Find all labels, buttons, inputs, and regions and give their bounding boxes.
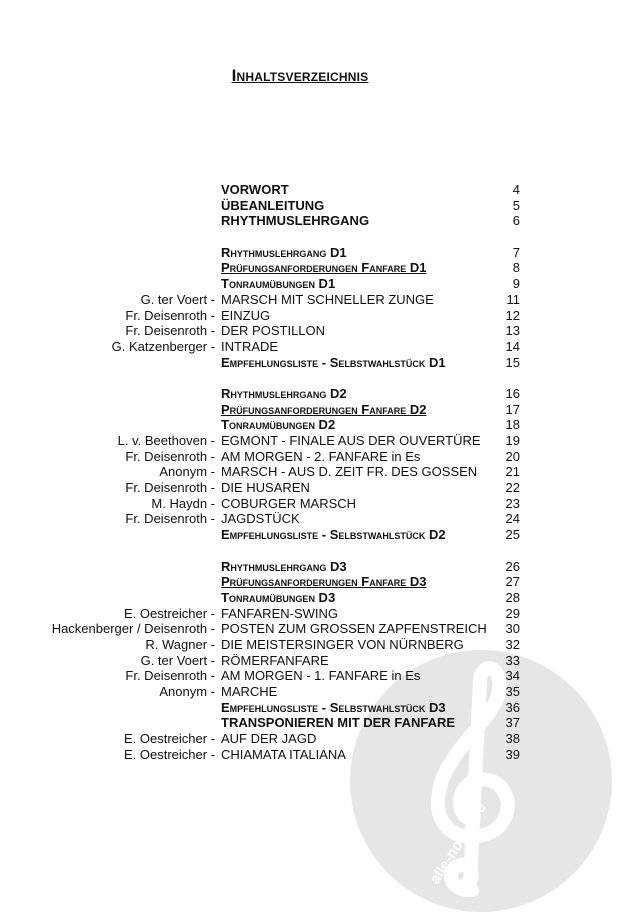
entry-page-number: 7 bbox=[512, 244, 520, 260]
entry-title: DER POSTILLON bbox=[221, 323, 326, 339]
toc-entry[interactable] bbox=[0, 559, 640, 575]
toc-entry[interactable] bbox=[0, 417, 640, 433]
toc-entry[interactable] bbox=[0, 606, 640, 622]
entry-author: Hackenberger / Deisenroth - bbox=[51, 621, 215, 637]
spacer bbox=[0, 370, 640, 386]
entry-author: G. ter Voert - bbox=[140, 652, 215, 668]
entry-title: MARCHE bbox=[221, 684, 278, 699]
entry-title: RHYTHMUSLEHRGANG bbox=[221, 213, 370, 229]
entry-page-number: 33 bbox=[505, 652, 520, 668]
entry-title: AUF DER JAGD bbox=[221, 731, 317, 747]
entry-title: Empfehlungsliste - Selbstwahlstück D1 bbox=[221, 354, 446, 370]
entry-page-number: 11 bbox=[506, 291, 520, 307]
entry-title: Rhythmuslehrgang D2 bbox=[221, 385, 347, 401]
watermark-text: alle-noten.de bbox=[426, 799, 490, 888]
entry-author: Anonym - bbox=[159, 464, 215, 480]
entry-page-number: 12 bbox=[505, 307, 520, 323]
entry-title: AM MORGEN - 1. FANFARE in Es bbox=[221, 668, 421, 684]
entry-page-number: 9 bbox=[512, 276, 520, 292]
entry-page-number: 4 bbox=[512, 182, 520, 197]
entry-page-number: 26 bbox=[505, 558, 520, 574]
entry-page-number: 16 bbox=[505, 385, 520, 401]
toc-entry[interactable] bbox=[0, 276, 640, 292]
entry-title: Tonraumübungen D1 bbox=[221, 276, 336, 292]
entry-page-number: 30 bbox=[505, 621, 520, 637]
entry-page-number: 19 bbox=[505, 433, 520, 448]
entry-page-number: 36 bbox=[505, 699, 520, 715]
spacer bbox=[0, 229, 640, 245]
toc-entry[interactable] bbox=[0, 637, 640, 653]
entry-page-number: 25 bbox=[505, 527, 520, 543]
entry-title: ÜBEANLEITUNG bbox=[221, 197, 325, 213]
toc-entry[interactable] bbox=[0, 355, 640, 371]
entry-author: G. ter Voert - bbox=[140, 291, 215, 307]
entry-page-number: 23 bbox=[505, 495, 520, 511]
entry-title: DIE HUSAREN bbox=[221, 480, 310, 496]
entry-page-number: 13 bbox=[505, 323, 520, 339]
entry-page-number: 5 bbox=[512, 197, 520, 213]
entry-author: Fr. Deisenroth - bbox=[125, 307, 215, 323]
entry-title: DIE MEISTERSINGER VON NÜRNBERG bbox=[221, 636, 464, 652]
toc-entry[interactable] bbox=[0, 260, 640, 276]
entry-title: MARSCH - AUS D. ZEIT FR. DES GOSSEN bbox=[221, 464, 478, 480]
entry-author: Fr. Deisenroth - bbox=[125, 323, 215, 339]
toc-entry[interactable] bbox=[0, 700, 640, 716]
toc-entry[interactable] bbox=[0, 747, 640, 763]
entry-title: INTRADE bbox=[221, 338, 279, 354]
entry-title: RÖMERFANFARE bbox=[221, 652, 329, 668]
entry-author: E. Oestreicher - bbox=[123, 746, 215, 762]
entry-page-number: 34 bbox=[505, 668, 520, 684]
toc-entry[interactable] bbox=[0, 621, 640, 637]
entry-title: FANFAREN-SWING bbox=[221, 605, 339, 621]
entry-page-number: 18 bbox=[505, 417, 520, 433]
entry-page-number: 17 bbox=[505, 401, 520, 417]
toc-entry[interactable] bbox=[0, 715, 640, 731]
entry-author: E. Oestreicher - bbox=[123, 605, 215, 621]
toc-entry[interactable] bbox=[0, 213, 640, 229]
toc-entry[interactable] bbox=[0, 480, 640, 496]
entry-author: G. Katzenberger - bbox=[111, 338, 215, 354]
entry-page-number: 35 bbox=[505, 684, 520, 699]
toc-entry[interactable] bbox=[0, 496, 640, 512]
entry-title: Prüfungsanforderungen Fanfare D1 bbox=[221, 260, 427, 276]
entry-title: Prüfungsanforderungen Fanfare D2 bbox=[221, 401, 427, 417]
entry-author: L. v. Beethoven - bbox=[117, 433, 215, 448]
page-title: Inhaltsverzeichnis bbox=[231, 66, 369, 85]
entry-page-number: 20 bbox=[505, 448, 520, 464]
toc-entry[interactable] bbox=[0, 339, 640, 355]
toc-entry[interactable] bbox=[0, 511, 640, 527]
entry-title: CHIAMATA ITALIANA bbox=[221, 746, 346, 762]
entry-title: JAGDSTÜCK bbox=[221, 511, 300, 527]
entry-title: Tonraumübungen D2 bbox=[221, 417, 336, 433]
entry-page-number: 6 bbox=[512, 213, 520, 229]
entry-title: Empfehlungsliste - Selbstwahlstück D2 bbox=[221, 527, 446, 543]
entry-title: Empfehlungsliste - Selbstwahlstück D3 bbox=[221, 699, 446, 715]
toc-entry[interactable] bbox=[0, 527, 640, 543]
toc-entry[interactable] bbox=[0, 182, 640, 198]
entry-author: E. Oestreicher - bbox=[123, 731, 215, 747]
toc-entry[interactable] bbox=[0, 574, 640, 590]
entry-author: Fr. Deisenroth - bbox=[125, 480, 215, 496]
entry-title: Prüfungsanforderungen Fanfare D3 bbox=[221, 574, 427, 590]
toc-entry[interactable] bbox=[0, 590, 640, 606]
toc-entry[interactable] bbox=[0, 386, 640, 402]
toc-entry[interactable] bbox=[0, 449, 640, 465]
entry-page-number: 22 bbox=[505, 480, 520, 496]
toc-entry[interactable] bbox=[0, 433, 640, 449]
toc-entry[interactable] bbox=[0, 464, 640, 480]
entry-page-number: 24 bbox=[505, 511, 520, 527]
entry-author: Anonym - bbox=[159, 684, 215, 699]
entry-title: MARSCH MIT SCHNELLER ZUNGE bbox=[221, 291, 434, 307]
entry-title: EGMONT - FINALE AUS DER OUVERTÜRE bbox=[221, 433, 481, 448]
entry-page-number: 8 bbox=[512, 260, 520, 276]
entry-title: COBURGER MARSCH bbox=[221, 495, 357, 511]
entry-author: M. Haydn - bbox=[151, 495, 215, 511]
entry-title: AM MORGEN - 2. FANFARE in Es bbox=[221, 448, 421, 464]
toc-entry[interactable] bbox=[0, 653, 640, 669]
entry-author: Fr. Deisenroth - bbox=[125, 668, 215, 684]
entry-page-number: 28 bbox=[505, 589, 520, 605]
entry-title: EINZUG bbox=[221, 307, 271, 323]
toc-entry[interactable] bbox=[0, 402, 640, 418]
toc-entry[interactable] bbox=[0, 323, 640, 339]
entry-title: Rhythmuslehrgang D3 bbox=[221, 558, 347, 574]
toc-entry[interactable] bbox=[0, 731, 640, 747]
spacer bbox=[0, 543, 640, 559]
entry-title: Tonraumübungen D3 bbox=[221, 589, 336, 605]
entry-author: R. Wagner - bbox=[145, 636, 215, 652]
entry-author: Fr. Deisenroth - bbox=[125, 511, 215, 527]
toc-entry[interactable] bbox=[0, 245, 640, 261]
toc-entry[interactable] bbox=[0, 308, 640, 324]
entry-page-number: 39 bbox=[505, 746, 520, 762]
toc-entry[interactable] bbox=[0, 198, 640, 214]
entry-title: TRANSPONIEREN MIT DER FANFARE bbox=[221, 715, 456, 731]
entry-title: VORWORT bbox=[221, 182, 289, 197]
entry-page-number: 27 bbox=[505, 574, 520, 590]
entry-page-number: 15 bbox=[505, 354, 520, 370]
entry-page-number: 32 bbox=[505, 636, 520, 652]
entry-title: POSTEN ZUM GROSSEN ZAPFENSTREICH bbox=[221, 621, 487, 637]
toc-entry[interactable] bbox=[0, 684, 640, 700]
entry-author: Fr. Deisenroth - bbox=[125, 448, 215, 464]
entry-page-number: 38 bbox=[505, 731, 520, 747]
entry-page-number: 21 bbox=[505, 464, 520, 480]
toc-entry[interactable] bbox=[0, 668, 640, 684]
entry-title: Rhythmuslehrgang D1 bbox=[221, 244, 347, 260]
entry-page-number: 14 bbox=[505, 338, 520, 354]
table-of-contents bbox=[0, 182, 640, 762]
entry-page-number: 37 bbox=[505, 715, 520, 731]
entry-page-number: 29 bbox=[505, 605, 520, 621]
toc-entry[interactable] bbox=[0, 292, 640, 308]
